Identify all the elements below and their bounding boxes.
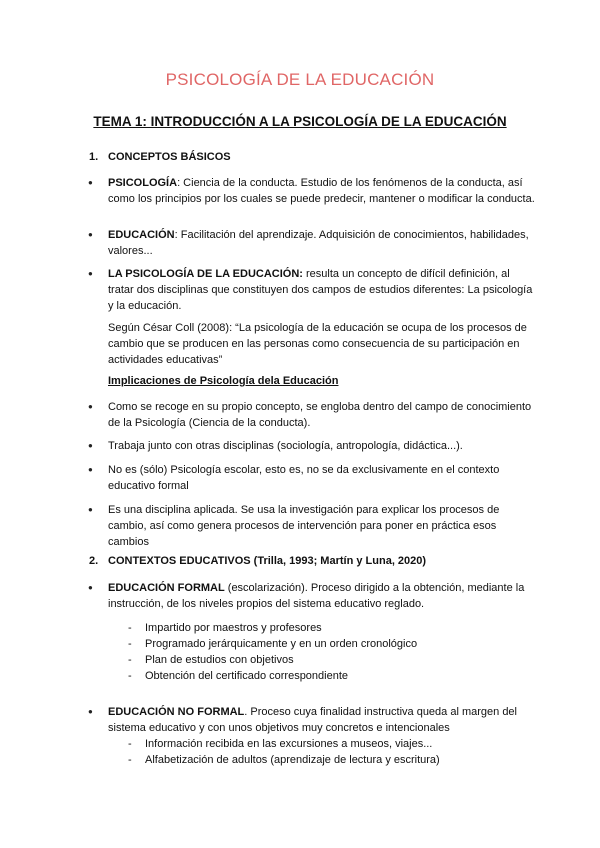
section-number: 1. — [89, 151, 99, 163]
definition: (escolarización). Proceso dirigido a la obtención, mediante la instrucción, de los niveles propios del sistema educativo reglado. — [108, 582, 525, 610]
bullet-educacion-no-formal — [108, 704, 538, 736]
list-item: ● No es (sólo) Psicología escolar, esto es, no se da exclusivamente en el contexto educativo formal — [108, 462, 538, 494]
list-item: - Programado jerárquicamente y en un orden cronológico — [145, 636, 525, 652]
list-item: ● Es una disciplina aplicada. Se usa la investigación para explicar los procesos de cambio, así como genera procesos de intervención para poner en práctica esos cambios — [108, 502, 538, 550]
term: EDUCACIÓN NO FORMAL — [108, 706, 245, 718]
list-item: - Información recibida en las excursiones a museos, viajes... — [145, 736, 525, 752]
definition: : Facilitación del aprendizaje. Adquisición de conocimientos, habilidades, valores... — [108, 229, 529, 257]
bullet-educacion-formal — [108, 580, 538, 612]
definition: resulta un concepto de difícil definición, al tratar dos disciplinas que constituyen dos campos de estudios diferentes: La psicología y la educación. — [108, 268, 533, 312]
term: LA PSICOLOGÍA DE LA EDUCACIÓN: — [108, 268, 303, 280]
implicaciones-heading: Implicaciones de Psicología dela Educación — [108, 375, 339, 387]
term: PSICOLOGÍA — [108, 177, 178, 189]
bullet-psicologia-educacion — [108, 266, 538, 314]
list-item: - Impartido por maestros y profesores — [145, 620, 525, 636]
list-item: ● Como se recoge en su propio concepto, se engloba dentro del campo de conocimiento de la Psicología (Ciencia de la conducta). — [108, 399, 538, 431]
bullet-educacion — [108, 227, 538, 259]
list-item: - Alfabetización de adultos (aprendizaje de lectura y escritura) — [145, 752, 525, 768]
section-number: 2. — [89, 555, 99, 567]
definition: . Proceso cuya finalidad instructiva queda al margen del sistema educativo y con unos objetivos muy concretos e intencionales — [108, 706, 517, 734]
list-item: - Obtención del certificado correspondiente — [145, 668, 525, 684]
section-title: CONCEPTOS BÁSICOS — [108, 151, 231, 163]
list-item: ● Trabaja junto con otras disciplinas (sociología, antropología, didáctica...). — [108, 438, 538, 454]
coll-quote: Según César Coll (2008): “La psicología de la educación se ocupa de los procesos de cambio que se producen en las personas como consecuencia de su participación en actividades educativas” — [108, 322, 527, 366]
list-item: - Plan de estudios con objetivos — [145, 652, 525, 668]
term: EDUCACIÓN — [108, 229, 175, 241]
topic-title: TEMA 1: INTRODUCCIÓN A LA PSICOLOGÍA DE LA EDUCACIÓN — [93, 114, 507, 129]
bullet-psicologia — [108, 175, 538, 207]
term: EDUCACIÓN FORMAL — [108, 582, 225, 594]
document-title: PSICOLOGÍA DE LA EDUCACIÓN — [165, 70, 435, 89]
section-title: CONTEXTOS EDUCATIVOS (Trilla, 1993; Martín y Luna, 2020) — [108, 555, 427, 567]
definition: : Ciencia de la conducta. Estudio de los fenómenos de la conducta, así como los principios por los cuales se puede predecir, mantener o modificar la conducta. — [108, 177, 535, 205]
